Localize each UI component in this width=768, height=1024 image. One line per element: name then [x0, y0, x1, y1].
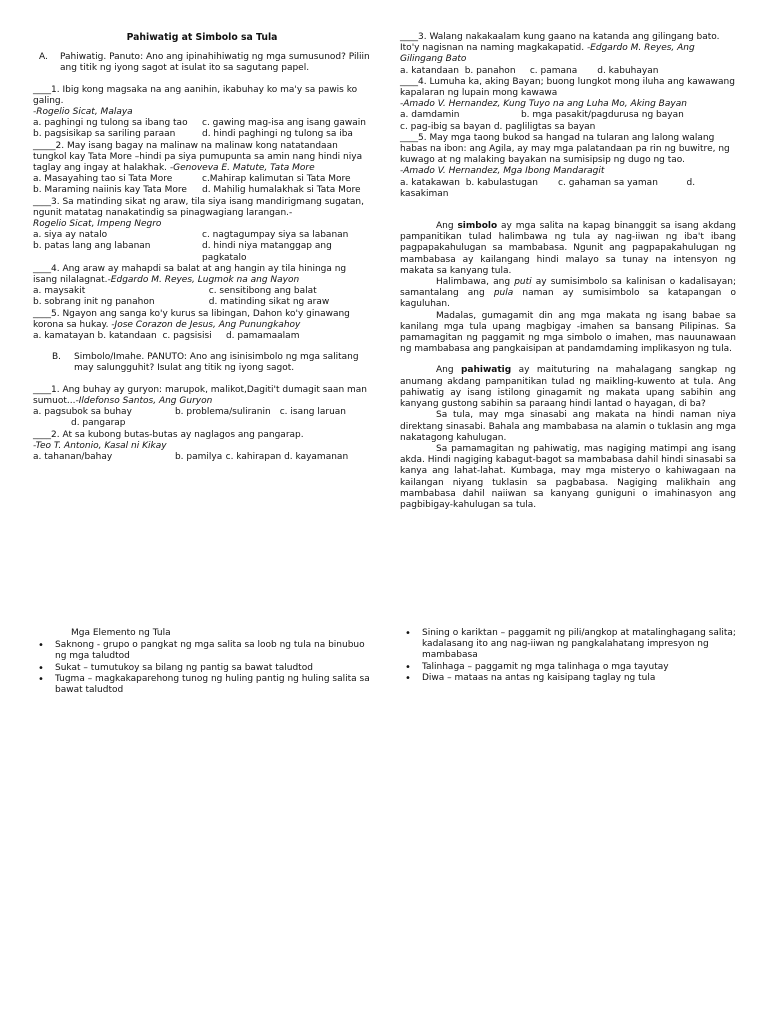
- answer-options: a. katandaan b. panahon c. pamana d. kabuhayan: [400, 65, 659, 76]
- list-item: • Diwa – mataas na antas ng kaisipang taglay ng tula: [400, 673, 740, 684]
- spacer: [400, 200, 736, 221]
- option-c: c. nagtagumpay siya sa labanan: [202, 230, 349, 241]
- pahiwatig-definition: ay maituturing na mahalagang sangkap ng anumang akdang pampanitikan tulad ng maikling-kuwento at tula. Ang pahiwatig ay isang istilong ginagamit ng makata upang sabihin ang kanyang gustong sabihin sa paraang hindi lantad o hayagan, di ba?: [400, 365, 737, 410]
- question-source: -Rogelio Sicat, Malaya: [33, 107, 133, 118]
- option-d: d. hindi paghingi ng tulong sa iba: [202, 129, 353, 140]
- question-b4: [400, 77, 736, 133]
- answer-options-cd: c. pag-ibig sa bayan d. pagliligtas sa bayan: [400, 121, 596, 132]
- option-c: c. kahirapan d. kayamanan: [225, 451, 349, 462]
- question-a4: [33, 264, 371, 309]
- option-b: b. sobrang init ng panahon: [33, 297, 155, 308]
- option-a: a. paghingi ng tulong sa ibang tao: [33, 118, 188, 129]
- stem-text: ____1. Ang buhay ay guryon: marupok, malikot,Dagiti't dumagit saan man sumuot...: [33, 384, 367, 406]
- question-stem: ____3. Sa matinding sikat ng araw, tila siya isang mandirigmang sugatan, ngunit matatag nanakatindig sa pinagwagiang larangan.-: [33, 196, 364, 218]
- answer-options: [33, 230, 371, 264]
- option-b: b. pagsisikap sa sariling paraan: [33, 129, 176, 140]
- list-item: • Talinhaga – paggamit ng mga talinhaga o mga tayutay: [400, 662, 740, 673]
- answer-options: [33, 174, 371, 196]
- option-d: d. hindi niya matanggap ang pagkatalo: [202, 241, 332, 263]
- question-stem: [400, 32, 736, 66]
- question-source: -Amado V. Hernandez, Mga Ibong Mandaragit: [400, 166, 605, 177]
- question-stem: [33, 309, 371, 331]
- answer-options: [33, 286, 371, 308]
- elements-list-left: [33, 640, 373, 696]
- elements-left: [33, 628, 373, 696]
- answer-options: [33, 452, 371, 463]
- question-source: -Teo T. Antonio, Kasal ni Kikay: [33, 440, 167, 451]
- question-stem: ____1. Ibig kong magsaka na ang aanihin, ikabuhay ko ma'y sa pawis ko galing.: [33, 84, 358, 106]
- left-column: [33, 32, 371, 463]
- option-b: b. mga pasakit/pagdurusa ng bayan: [520, 110, 684, 121]
- option-d: d. matinding sikat ng araw: [208, 297, 330, 308]
- question-stem: ____4. Lumuha ka, aking Bayan; buong lungkot mong iluha ang kawawang kapalaran ng lupain mong kawawa: [400, 76, 735, 99]
- option-a: a. siya ay natalo: [33, 230, 108, 241]
- section-a-instruction: Pahiwatig. Panuto: Ano ang ipinahihiwatig ng mga sumusunod? Piliin ang titik ng iyong sagot at isulat ito sa sagutang papel.: [60, 52, 370, 74]
- question-a1: [33, 85, 371, 141]
- pahiwatig-term: pahiwatig: [460, 365, 512, 376]
- question-b3: [400, 32, 736, 77]
- option-d: d. Mahilig humalakhak si Tata More: [202, 185, 361, 196]
- simbolo-p2-pre: Halimbawa, ang: [436, 277, 515, 288]
- simbolo-term: simbolo: [457, 221, 498, 232]
- question-source: -Amado V. Hernandez, Kung Tuyo na ang Luha Mo, Aking Bayan: [400, 99, 687, 110]
- stem-text: ____3. Walang nakakaalam kung gaano na katanda ang gilingang bato. Ito'y nagisnan na naming magkakapatid.: [400, 32, 720, 54]
- option-a: a. maysakit: [33, 286, 86, 297]
- option-b: b. Maraming naiinis kay Tata More: [33, 185, 187, 196]
- option-a: a. tahanan/bahay: [33, 451, 113, 462]
- question-b5: [400, 133, 736, 200]
- question-a5: [33, 309, 371, 343]
- answer-options: [33, 118, 371, 140]
- simbolo-p2-mid: ay sumisimbolo sa kalinisan o kadalisayan; samantalang ang: [400, 277, 736, 299]
- section-a-label: A.: [39, 52, 48, 63]
- option-b: b. patas lang ang labanan: [33, 241, 151, 252]
- term-puti: puti: [514, 277, 532, 288]
- pahiwatig-paragraph-2: Sa tula, may mga sinasabi ang makata na hindi naman niya direktang sinasabi. Bahala ang mambabasa na alamin o tuklasin ang mga nakatagong kahulugan.: [400, 410, 736, 443]
- stem-text: _____2. May isang bagay na malinaw na malinaw kong natatandaan tungkol kay Tata More –hindi pa siya pumupunta sa amin nang hindi niya taglay ang ingay at halakhak.: [33, 140, 363, 174]
- simbolo-definition: ay mga salita na kapag binanggit sa isang akdang pampanitikan tulad halimbawa ng tula ay nag-iiwan ng iba't ibang pagpapakahulugan sa mambabasa. Ngunit ang pagpapakahulugan ng mambabasa ay kailangang hindi malayo sa tunay na intensyon ng makata sa kanyang tula.: [400, 221, 736, 276]
- simbolo-paragraph-2: [400, 277, 736, 311]
- list-item: • Tugma – magkakaparehong tunog ng huling pantig ng huling salita sa bawat taludtod: [33, 674, 373, 696]
- simbolo-paragraph-1: [400, 221, 736, 277]
- question-source: Rogelio Sicat, Impeng Negro: [33, 219, 162, 230]
- stem-text: ____4. Ang araw ay mahapdi sa balat at ang hangin ay tila hininga ng isang nilalagnat.: [33, 263, 347, 286]
- question-a2: [33, 141, 371, 197]
- elements-right: [400, 628, 740, 684]
- page-title: Pahiwatig at Simbolo sa Tula: [126, 32, 278, 43]
- answer-options: a. katakawan b. kabulastugan c. gahaman sa yaman d. kasakiman: [400, 177, 698, 199]
- pahiwatig-paragraph-1: [400, 365, 736, 410]
- answer-options: [400, 110, 736, 121]
- elements-title: Mga Elemento ng Tula: [71, 628, 171, 638]
- simbolo-paragraph-3: Madalas, gumagamit din ang mga makata ng isang babae sa kanilang mga tula upang magbigay -imahen sa bansang Pilipinas. Sa pamamagitan ng paggamit ng mga simbolo o imahen, mas nauunawaan ng mambabasa ang pangkaisipan at pandamdaming implikasyon ng tula.: [400, 310, 736, 355]
- simbolo-p2-post: naman ay sumisimbolo sa katapangan o kaguluhan.: [400, 288, 736, 310]
- question-stem: ____2. At sa kubong butas-butas ay naglagos ang pangarap.: [33, 429, 304, 440]
- question-source: -Jose Corazon de Jesus, Ang Punungkahoy: [111, 319, 301, 330]
- simbolo-intro: Ang: [436, 221, 458, 232]
- section-b-label: B.: [52, 352, 62, 363]
- question-source: -Edgardo M. Reyes, Lugmok na ang Nayon: [107, 275, 300, 286]
- option-b: b. pamilya: [174, 451, 223, 462]
- term-pula: pula: [493, 288, 514, 299]
- question-b1: [33, 385, 371, 430]
- option-c: c. sensitibong ang balat: [208, 286, 317, 297]
- option-a: a. damdamin: [400, 110, 460, 121]
- question-source: -Genoveva E. Matute, Tata More: [169, 163, 315, 174]
- section-b-instruction: Simbolo/Imahe. PANUTO: Ano ang isinisimbolo ng mga salitang may salungguhit? Isulat ang titik ng iyong sagot.: [74, 352, 359, 374]
- elements-list-right: [400, 628, 740, 684]
- pahiwatig-intro: Ang: [436, 365, 461, 376]
- option-c: c.Mahirap kalimutan si Tata More: [202, 174, 351, 185]
- section-b-header: [33, 352, 371, 374]
- option-c: c. isang laruan: [279, 407, 347, 418]
- stem-text: ____5. Ngayon ang sanga ko'y kurus sa libingan, Dahon ko'y ginawang korona sa hukay.: [33, 308, 350, 330]
- question-a3: [33, 197, 371, 264]
- option-a: a. Masayahing tao si Tata More: [33, 174, 173, 185]
- pahiwatig-paragraph-3: Sa pamamagitan ng pahiwatig, mas nagiging matimpi ang isang akda. Hindi nagiging kabagut-bagot sa mambabasa dahil hindi sinasabi sa kanya ang lahat-lahat. Kumbaga, may mga misteryo o kahiwagaan na kailangan niyang tuklasin sa pagbabasa. Nagiging malikhain ang mambabasa dahil naiiwan sa kanyang guniguni o imahinasyon ang pagbibigay-kahulugan sa tula.: [400, 443, 736, 510]
- question-stem: ____5. May mga taong bukod sa hangad na tularan ang lalong walang habas na ibon: ang Agila, ay may mga palatandaan pa rin ng buwitre, ng kuwago at ng malaking bayakan na sumisipsip ng dugo ng tao.: [400, 132, 730, 166]
- option-a: a. pagsubok sa buhay: [33, 407, 132, 418]
- question-stem: [33, 264, 371, 286]
- question-source: -Ildefonso Santos, Ang Guryon: [75, 395, 213, 406]
- option-b: b. problema/suliranin: [174, 407, 271, 418]
- option-c: c. gawing mag-isa ang isang gawain: [202, 118, 366, 129]
- answer-options: [33, 407, 371, 429]
- list-item: • Sining o kariktan – paggamit ng pili/angkop at matalinghagang salita; kadalasang ito ang nag-iiwan ng pangkalahatang impresyon ng mambabasa: [400, 628, 740, 662]
- right-column: [400, 32, 736, 511]
- answer-options: a. kamatayan b. katandaan c. pagsisisi d. pamamaalam: [33, 331, 300, 342]
- question-source: -Edgardo M. Reyes, Ang Gilingang Bato: [400, 43, 695, 65]
- section-a-header: [33, 52, 371, 74]
- question-stem: [33, 141, 371, 175]
- question-b2: [33, 430, 371, 464]
- list-item: • Sukat – tumutukoy sa bilang ng pantig sa bawat taludtod: [33, 663, 373, 674]
- spacer: [400, 355, 736, 365]
- question-stem: [33, 385, 371, 407]
- list-item: • Saknong - grupo o pangkat ng mga salita sa loob ng tula na binubuo ng mga taludtod: [33, 640, 373, 662]
- option-d: d. pangarap: [71, 418, 126, 429]
